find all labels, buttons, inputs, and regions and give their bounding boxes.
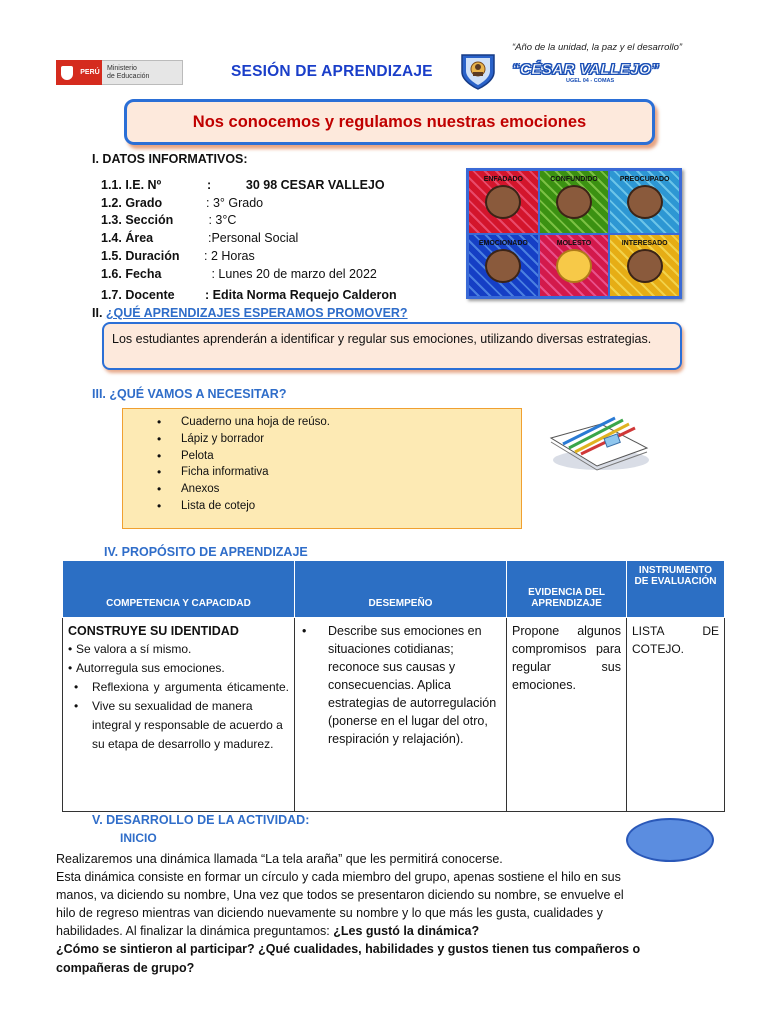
capacidades-list (68, 640, 289, 754)
notebook-pencils-icon (543, 404, 653, 472)
child-face-icon (556, 185, 592, 219)
objective-box (102, 322, 682, 370)
list-item: • Se valora a sí mismo. (68, 642, 192, 656)
section5-subheading: INICIO (120, 831, 157, 845)
school-logo-sub: UGEL 04 - COMAS (566, 78, 615, 84)
section5-heading: V. DESARROLLO DE LA ACTIVIDAD: (92, 813, 310, 827)
activity-text (56, 850, 646, 977)
list-item: • Anexos (157, 481, 521, 498)
school-crest-icon (460, 52, 496, 90)
info-value: :Personal Social (208, 231, 299, 245)
list-item: • Cuaderno una hoja de reúso. (157, 414, 521, 431)
peru-shield-icon (56, 60, 78, 85)
emotion-card (469, 235, 538, 297)
topic-title: Nos conocemos y regulamos nuestras emociones (192, 112, 587, 131)
info-row-ie (101, 178, 385, 192)
emotion-card (540, 171, 609, 233)
info-value: : 3°C (205, 213, 237, 227)
materials-box (122, 408, 522, 529)
emotions-grid (469, 171, 679, 296)
info-row-docente (101, 288, 397, 302)
list-item: • Reflexiona y argumenta éticamente. (74, 680, 289, 694)
ministry-country: PERÚ (78, 60, 102, 85)
info-value: : Lunes 20 de marzo del 2022 (208, 267, 377, 281)
emotion-card (610, 171, 679, 233)
list-item: • Autorregula sus emociones. (68, 661, 225, 675)
section4-heading: IV. PROPÓSITO DE APRENDIZAJE (104, 545, 308, 559)
section2-number: II. (92, 306, 103, 320)
info-label: 1.3. Sección (101, 213, 174, 227)
emotion-card (610, 235, 679, 297)
topic-banner (124, 99, 655, 145)
section1-heading: I. DATOS INFORMATIVOS: (92, 152, 248, 166)
section2-title: ¿QUÉ APRENDIZAJES ESPERAMOS PROMOVER? (105, 306, 408, 320)
activity-paragraph: Realizaremos una dinámica llamada “La tela araña” que les permitirá conocerse. (56, 852, 503, 866)
competencia-cell (63, 618, 295, 812)
emotion-label: PREOCUPADO (619, 176, 670, 183)
child-face-icon (556, 249, 592, 283)
info-label: 1.7. Docente (101, 288, 175, 302)
evidencia-text: Propone algunos compromisos para regular sus emociones. (512, 624, 621, 692)
desempeno-cell: • Describe sus emociones en situaciones cotidianas; reconoce sus causas y consecuencias. Aplica estrategias de autorregulación (ponerse en el lugar del otro, respiración y relajación). (295, 618, 507, 812)
page-title: SESIÓN DE APRENDIZAJE (231, 63, 433, 80)
child-face-icon (627, 185, 663, 219)
list-item: • Ficha informativa (157, 464, 521, 481)
info-label: 1.4. Área (101, 231, 154, 245)
ministry-name (102, 60, 183, 85)
info-row-duracion (101, 249, 255, 263)
info-value: : 2 Horas (204, 249, 255, 263)
list-item: • Pelota (157, 448, 521, 465)
emotion-label: CONFUNDIDO (550, 176, 598, 183)
emotion-label: INTERESADO (621, 239, 668, 247)
section2-heading (92, 306, 408, 320)
section3-heading: III. ¿QUÉ VAMOS A NECESITAR? (92, 387, 287, 401)
evidencia-cell (507, 618, 627, 812)
table-header-row (63, 561, 725, 618)
child-face-icon (485, 249, 521, 283)
info-label: 1.1. I.E. Nº (101, 178, 162, 192)
info-row-fecha (101, 267, 377, 281)
instrumento-cell (627, 618, 725, 812)
list-item: • Vive su sexualidad de manera integral y responsable de acuerdo a su etapa de desarrollo y madurez. (74, 699, 283, 751)
ministry-line1: Ministerio (107, 65, 137, 72)
school-logo-name: “CÉSAR VALLEJO” (512, 61, 660, 78)
info-row-grado (101, 196, 263, 210)
emotion-card (540, 235, 609, 297)
purpose-table (62, 560, 725, 812)
desempeno-text: Describe sus emociones en situaciones cotidianas; reconoce sus causas y consecuencias. Aplica estrategias de autorregulación (ponerse en el lugar del otro, respiración y relajación). (328, 624, 497, 746)
emotions-poster (466, 168, 682, 299)
info-value: : 30 98 CESAR VALLEJO (207, 178, 385, 192)
column-header: EVIDENCIA DEL APRENDIZAJE (507, 561, 627, 618)
list-item: • Lápiz y borrador (157, 431, 521, 448)
activity-paragraph: Esta dinámica consiste en formar un círculo y cada miembro del grupo, apenas sostiene el hilo en sus manos, va diciendo su nombre, Una vez que todos se presentaron diciendo su nombre, se envuelve el hilo de regreso mientras van diciendo nuevamente su nombre y lo que más les gusta, cualidades y habilidades. Al finalizar la dinámica preguntamos: ¿Les gustó la dinámica? (56, 870, 624, 939)
child-face-icon (627, 249, 663, 283)
info-value: : 3° Grado (206, 196, 264, 210)
info-label: 1.2. Grado (101, 196, 163, 210)
activity-questions: ¿Cómo se sintieron al participar? ¿Qué cualidades, habilidades y gustos tienen tus compañeros o compañeras de grupo? (56, 942, 641, 975)
column-header: COMPETENCIA Y CAPACIDAD (63, 561, 295, 618)
info-value: : Edita Norma Requejo Calderon (205, 288, 397, 302)
materials-list (157, 414, 521, 515)
info-row-seccion (101, 213, 236, 227)
list-item: • Lista de cotejo (157, 498, 521, 515)
emotion-label: MOLESTO (556, 239, 592, 247)
emotion-label: EMOCIONADO (478, 239, 528, 247)
emotion-label: ENFADADO (483, 176, 523, 183)
column-header: DESEMPEÑO (295, 561, 507, 618)
motto-text: “Año de la unidad, la paz y el desarrollo” (512, 42, 683, 53)
ministry-line2: de Educación (107, 73, 150, 80)
info-row-area (101, 231, 298, 245)
child-face-icon (485, 185, 521, 219)
info-label: 1.6. Fecha (101, 267, 162, 281)
instrumento-text: LISTA DE COTEJO. (632, 624, 719, 656)
competencia-title: CONSTRUYE SU IDENTIDAD (68, 624, 239, 638)
ministry-logo (56, 60, 183, 85)
info-label: 1.5. Duración (101, 249, 180, 263)
column-header: INSTRUMENTO DE EVALUACIÓN (627, 561, 725, 618)
emotion-card (469, 171, 538, 233)
objective-text: Los estudiantes aprenderán a identificar y regular sus emociones, utilizando diversas estrategias. (112, 332, 652, 346)
table-row (63, 618, 725, 812)
